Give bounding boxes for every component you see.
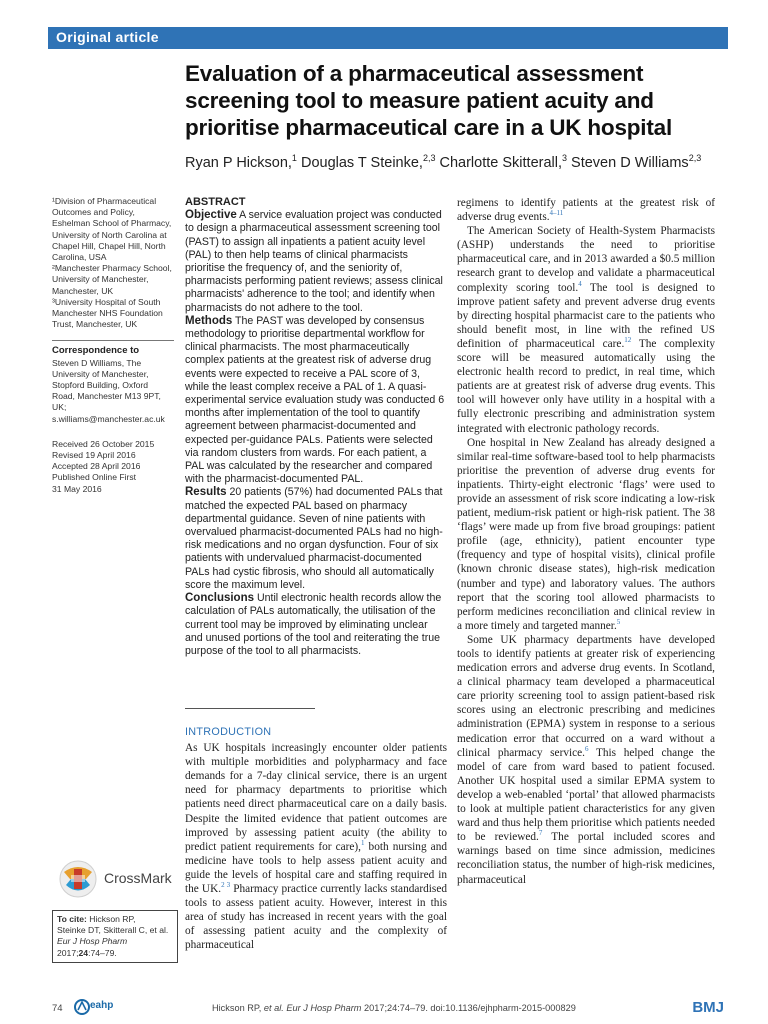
introduction-paragraph (185, 741, 447, 952)
introduction-heading: INTRODUCTION (185, 726, 272, 738)
section-label: Original article (56, 29, 159, 45)
methods-label: Methods (185, 314, 233, 327)
reference-link[interactable]: 5 (616, 618, 621, 627)
abstract-objective (185, 209, 447, 315)
footer-citation-authors: Hickson RP, (212, 1003, 264, 1013)
abstract (185, 196, 447, 658)
reference-link[interactable]: 4–11 (549, 209, 564, 218)
body-text: This helped change the model of care from ward based to patient focused. Another UK hospital used a similar EPMA system to develop a web-enabled ‘portal’ that allowed pharmacists to look at multiple patient characteristics for any given ward and thus help them prioritise which patients needed to be reviewed. (457, 746, 715, 844)
results-label: Results (185, 486, 227, 499)
crossmark-label: CrossMark (104, 870, 172, 886)
objective-text: A service evaluation project was conducted to design a pharmaceutical assessment screening tool (PAST) to assign all inpatients a patient acuity level (PAL) to then help teams of clinical pharmacists prioritise the frequency of, and the seniority of, pharmacists performing patient reviews; assess clinical pharmacists' adherence to the tool; and identify when pharmacists do not adhere to the tool. (185, 209, 443, 314)
body-column-right (457, 196, 715, 887)
reference-link[interactable]: 4 (578, 279, 582, 288)
page-number: 74 (52, 1003, 63, 1014)
article-sidebar (52, 196, 174, 495)
sidebar-divider (52, 340, 174, 341)
affiliations: ¹Division of Pharmaceutical Outcomes and Policy, Eshelman School of Pharmacy, University of North Carolina at Chapel Hill, Chapel Hill, North Carolina, USA ²Manchester Pharmacy School, University of Manchester, Manchester, UK ³University Hospital of South Manchester NHS Foundation Trust, Manchester, UK (52, 196, 172, 330)
cite-year: 2017; (57, 947, 79, 958)
cite-authors: Hickson RP, Steinke DT, Skitterall C, et al. (57, 914, 169, 936)
body-paragraph (457, 633, 715, 887)
author-name: Steven D Williams (571, 154, 689, 171)
abstract-methods (185, 315, 447, 487)
abstract-heading: ABSTRACT (185, 196, 246, 208)
footer-citation (212, 1003, 576, 1013)
author-name: Douglas T Steinke, (300, 154, 423, 171)
footer-citation-doi: 2017;24:74–79. doi:10.1136/ejhpharm-2015-000829 (361, 1003, 576, 1013)
abstract-conclusions (185, 592, 447, 658)
body-text: Some UK pharmacy departments have developed tools to identify patients at greater risk of experiencing medication errors and adverse drug events. In Scotland, a clinical pharmacy team developed a pharmaceutical care priority screening tool to assign patient-based risk scores using an electronic prescribing and medicines administration (EPMA) system in response to a serious medication error that occurred on a ward without a clinical pharmacy service. (457, 633, 715, 759)
reference-link[interactable]: 1 (360, 838, 365, 847)
author-affiliation: 2,3 (422, 153, 436, 163)
reference-link[interactable]: 6 (584, 744, 589, 753)
footer-citation-journal: et al. Eur J Hosp Pharm (263, 1003, 362, 1013)
author-name: Charlotte Skitterall, (439, 154, 562, 171)
cite-volume: 24 (78, 947, 89, 958)
author-affiliation: 3 (562, 153, 568, 163)
intro-text: Pharmacy practice currently lacks standardised tools to assess patient acuity. However, interest in this area of study has increased in recent years with the goal of assessing patient acuity and the complexity of pharmaceutical (185, 883, 447, 952)
correspondence-details: Steven D Williams, The University of Manchester, Stopford Building, Oxford Road, Manchester M13 9PT, UK; s.williams@manchester.ac.uk (52, 357, 165, 424)
body-text: The portal included scores and warnings based on time since admission, medicines reconciliation status, the number of high-risk medicines, pharmaceutical (457, 831, 715, 886)
abstract-results (185, 486, 447, 592)
crossmark-icon (58, 858, 98, 900)
author-name: Ryan P Hickson, (185, 154, 292, 171)
publication-dates: Received 26 October 2015 Revised 19 April 2016 Accepted 28 April 2016 Published Online First 31 May 2016 (52, 438, 155, 494)
body-paragraph (457, 436, 715, 633)
intro-text: both nursing and medicine have tools to help assess patient acuity and guide the levels of hospital care and staffing required in the UK. (185, 840, 447, 896)
eahp-logo-icon (74, 998, 90, 1016)
section-banner (48, 27, 728, 49)
author-affiliation: 1 (291, 153, 297, 163)
article-title: Evaluation of a pharmaceutical assessment screening tool to measure patient acuity and prioritise pharmaceutical care in a UK hospital (185, 61, 673, 140)
body-paragraph (457, 224, 715, 435)
cite-label: To cite: (57, 914, 87, 924)
reference-link[interactable]: 2 3 (221, 881, 231, 890)
reference-link[interactable]: 7 (538, 829, 543, 838)
conclusions-label: Conclusions (185, 592, 255, 605)
cite-pages: :74–79. (88, 947, 117, 958)
methods-text: The PAST was developed by consensus methodology to prioritise departmental workflow for clinical pharmacists. The most pharmaceutically complex patients at the greatest risk of adverse drug events were expected to receive a PAL score of 3, while the least complex receive a PAL of 1. A quasi-experimental service evaluation study was conducted 6 months after implementation of the tool to quantify agreement between pharmacist-documented and expected per-guidance PALs. Patients were selected via random clusters from wards. For each patient, a PAL was calculated by the researcher and compared with the pharmacist-documented PAL. (185, 314, 445, 486)
objective-label: Objective (185, 209, 237, 222)
intro-text: As UK hospitals increasingly encounter older patients with multiple morbidities and polypharmacy and face demands for a 7-day clinical service, there is an urgent need for pharmacy departments to prioritise which patients need direct pharmaceutical care on a daily basis. Despite the limited evidence that patient outcomes are improved by assessing patient acuity (the ability to predict patient requirements for care), (185, 742, 447, 853)
cite-journal: Eur J Hosp Pharm (57, 936, 128, 947)
bmj-logo: BMJ (692, 999, 724, 1016)
conclusions-text: Until electronic health records allow the calculation of PALs automatically, the utilisation of the current tool may be improved by eliminating unclear and unused portions of the tool and reiterating the true purpose of the tool to all pharmacists. (185, 592, 442, 657)
body-text: The complexity score will be measured automatically using the electronic health record to predict, in real time, which patients are at greatest risk of adverse drug events. This tool will however only have utility in a hospital with a fully electronic prescribing and administration system integrated with electronic pathology records. (457, 337, 715, 435)
body-text: regimens to identify patients at the greatest risk of adverse drug events. (457, 197, 715, 224)
body-text: One hospital in New Zealand has already designed a similar real-time software-based tool to help pharmacists prioritise the prevention of adverse drug events for inpatients. Thirty-eight electronic ‘flags’ were used to provide an assessment of risk score indicating a low-risk patient, medium-risk patient or high-risk patient. The 38 ‘flags’ were made up from five broad groupings: patient profile (age, ethnicity), patient encounter type (frequency and type of hospital visits), clinical profile (known chronic disease states), high-risk medication (number and type) and laboratory values. The authors report that the scoring tool allowed pharmacists to perform medicines reconciliation and clinical review in a more timely and targeted manner. (457, 436, 715, 632)
correspondence-heading: Correspondence to (52, 345, 140, 357)
body-text: The tool is designed to improve patient safety and prevent adverse drug events by directing hospital pharmacist care to the patients who should benefit most, in line with the refined US definition of pharmaceutical care. (457, 281, 715, 350)
citation-box (52, 910, 178, 963)
eahp-logo-text: eahp (90, 1000, 114, 1011)
reference-link[interactable]: 12 (624, 336, 632, 345)
introduction-section (185, 725, 447, 953)
author-affiliation: 2,3 (688, 153, 702, 163)
results-text: 20 patients (57%) had documented PALs that matched the expected PAL based on pharmacy departmental guidance. Seven of nine patients with overvalued pharmacist-documented PALs had no high-risk medications and no organ dysfunction. Four of six patients with undervalued pharmacist-documented PALs had cystic fibrosis, who should all automatically score the maximum level. (185, 486, 443, 591)
eahp-logo (74, 998, 134, 1018)
body-paragraph (457, 196, 715, 224)
page-footer (48, 1000, 728, 1020)
author-list (185, 153, 725, 171)
abstract-divider (185, 708, 315, 709)
crossmark-badge[interactable] (58, 858, 198, 900)
body-text: The American Society of Health-System Pharmacists (ASHP) understands the need to prioritise pharmaceutical care, and in 2013 awarded a $0.5 million research grant to develop and validate a pharmaceutical complexity scoring tool. (457, 225, 715, 294)
